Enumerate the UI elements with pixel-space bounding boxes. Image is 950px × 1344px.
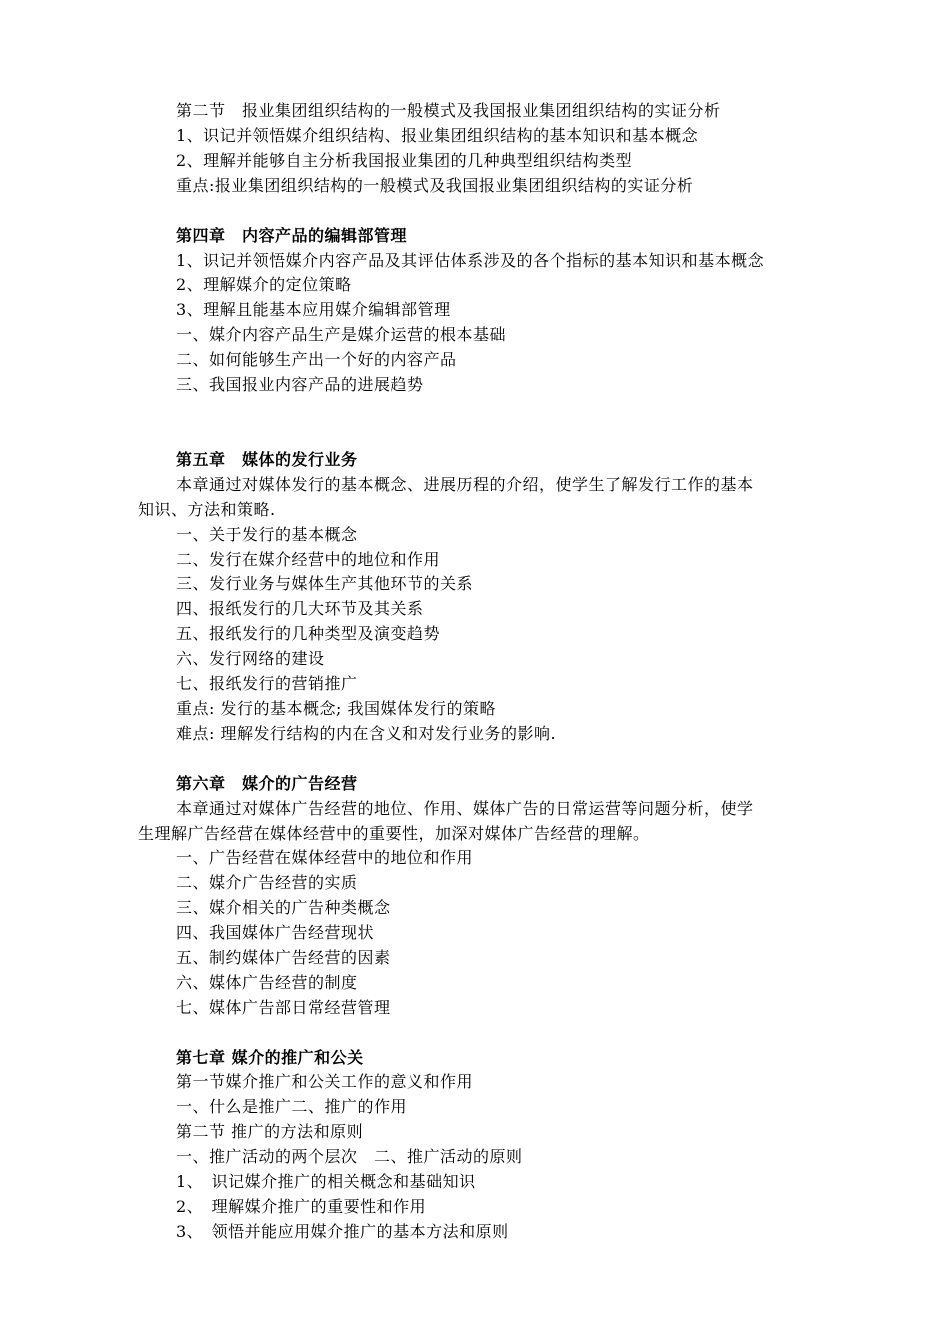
difficulty-point: 难点: 理解发行结构的内在含义和对发行业务的影响.: [176, 724, 557, 743]
list-item: 七、报纸发行的营销推广: [176, 674, 358, 693]
list-item: 三、媒介相关的广告种类概念: [176, 898, 391, 917]
list-item: 1、识记并领悟媒介内容产品及其评估体系涉及的各个指标的基本知识和基本概念: [176, 251, 765, 270]
list-item: 四、我国媒体广告经营现状: [176, 923, 375, 942]
list-item: 2、理解并能够自主分析我国报业集团的几种典型组织结构类型: [176, 151, 633, 170]
list-item: 二、媒介广告经营的实质: [176, 873, 358, 892]
list-item: 一、关于发行的基本概念: [176, 525, 358, 544]
list-item: 三、我国报业内容产品的进展趋势: [176, 375, 424, 394]
chapter-intro-continued: 生理解广告经营在媒体经营中的重要性，加深对媒体广告经营的理解。: [138, 824, 650, 843]
list-item: 二、如何能够生产出一个好的内容产品: [176, 350, 457, 369]
section-heading: 第二节 推广的方法和原则: [176, 1122, 364, 1141]
key-point: 重点:报业集团组织结构的一般模式及我国报业集团组织结构的实证分析: [176, 176, 694, 195]
chapter-5-title: 第五章 媒体的发行业务: [176, 450, 358, 469]
chapter-4-title: 第四章 内容产品的编辑部管理: [176, 226, 408, 245]
list-item: 2、 理解媒介推广的重要性和作用: [176, 1197, 427, 1216]
chapter-intro: 本章通过对媒体广告经营的地位、作用、媒体广告的日常运营等问题分析，使学: [176, 799, 754, 818]
list-item: 一、推广活动的两个层次 二、推广活动的原则: [176, 1147, 523, 1166]
chapter-intro-continued: 知识、方法和策略.: [138, 500, 276, 519]
list-item: 四、报纸发行的几大环节及其关系: [176, 599, 424, 618]
chapter-6-title: 第六章 媒介的广告经营: [176, 774, 358, 793]
list-item: 1、 识记媒介推广的相关概念和基础知识: [176, 1172, 476, 1191]
list-item: 二、发行在媒介经营中的地位和作用: [176, 550, 441, 569]
list-item: 3、 领悟并能应用媒介推广的基本方法和原则: [176, 1222, 509, 1241]
list-item: 五、制约媒体广告经营的因素: [176, 948, 391, 967]
chapter-intro: 本章通过对媒体发行的基本概念、进展历程的介绍，使学生了解发行工作的基本: [176, 475, 754, 494]
chapter-7-title: 第七章 媒介的推广和公关: [176, 1048, 364, 1067]
list-item: 七、媒体广告部日常经营管理: [176, 998, 391, 1017]
list-item: 六、媒体广告经营的制度: [176, 973, 358, 992]
list-item: 六、发行网络的建设: [176, 649, 325, 668]
list-item: 一、广告经营在媒体经营中的地位和作用: [176, 848, 474, 867]
list-item: 五、报纸发行的几种类型及演变趋势: [176, 624, 441, 643]
list-item: 一、媒介内容产品生产是媒介运营的根本基础: [176, 325, 507, 344]
list-item: 1、识记并领悟媒介组织结构、报业集团组织结构的基本知识和基本概念: [176, 126, 699, 145]
list-item: 2、理解媒介的定位策略: [176, 275, 352, 294]
section-heading: 第一节媒介推广和公关工作的意义和作用: [176, 1072, 474, 1091]
list-item: 三、发行业务与媒体生产其他环节的关系: [176, 574, 474, 593]
section-heading: 第二节 报业集团组织结构的一般模式及我国报业集团组织结构的实证分析: [176, 101, 721, 120]
key-point: 重点: 发行的基本概念; 我国媒体发行的策略: [176, 699, 496, 718]
list-item: 一、什么是推广二、推广的作用: [176, 1097, 408, 1116]
list-item: 3、理解且能基本应用媒介编辑部管理: [176, 300, 451, 319]
